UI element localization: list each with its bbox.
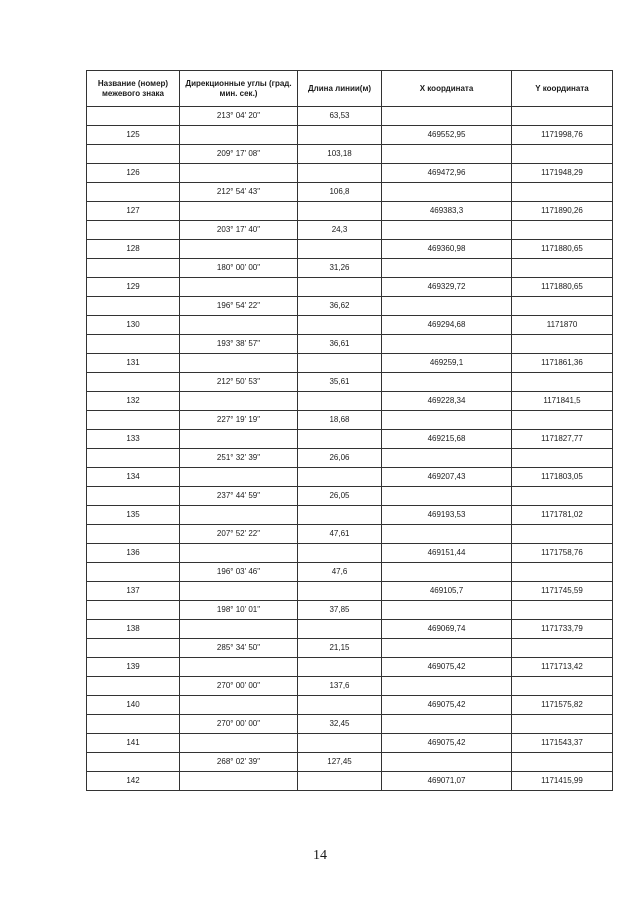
table-row (87, 145, 613, 164)
cell-line-length: 21,15 (298, 639, 382, 658)
cell-mark-name (87, 297, 180, 316)
cell-y-coordinate (512, 335, 613, 354)
cell-directional-angle: 270° 00' 00" (180, 715, 298, 734)
table-row (87, 563, 613, 582)
cell-y-coordinate: 1171543,37 (512, 734, 613, 753)
cell-x-coordinate (382, 259, 512, 278)
table-row (87, 734, 613, 753)
table-row (87, 297, 613, 316)
cell-directional-angle (180, 240, 298, 259)
cell-x-coordinate: 469075,42 (382, 734, 512, 753)
cell-y-coordinate: 1171827,77 (512, 430, 613, 449)
cell-mark-name: 142 (87, 772, 180, 791)
table-row (87, 487, 613, 506)
table-row (87, 107, 613, 126)
cell-mark-name: 136 (87, 544, 180, 563)
table-row (87, 259, 613, 278)
cell-line-length: 103,18 (298, 145, 382, 164)
cell-line-length (298, 278, 382, 297)
cell-x-coordinate (382, 677, 512, 696)
cell-x-coordinate: 469259,1 (382, 354, 512, 373)
cell-line-length: 31,26 (298, 259, 382, 278)
cell-mark-name: 140 (87, 696, 180, 715)
cell-y-coordinate (512, 563, 613, 582)
cell-x-coordinate (382, 639, 512, 658)
cell-x-coordinate: 469360,98 (382, 240, 512, 259)
cell-line-length (298, 468, 382, 487)
cell-x-coordinate (382, 373, 512, 392)
table-row (87, 240, 613, 259)
cell-line-length (298, 620, 382, 639)
table-row (87, 221, 613, 240)
cell-x-coordinate (382, 601, 512, 620)
cell-directional-angle: 268° 02' 39" (180, 753, 298, 772)
cell-line-length (298, 582, 382, 601)
cell-x-coordinate: 469105,7 (382, 582, 512, 601)
cell-y-coordinate (512, 715, 613, 734)
table-row (87, 202, 613, 221)
cell-x-coordinate: 469329,72 (382, 278, 512, 297)
cell-y-coordinate: 1171415,99 (512, 772, 613, 791)
cell-line-length: 106,8 (298, 183, 382, 202)
table-row (87, 696, 613, 715)
cell-mark-name: 139 (87, 658, 180, 677)
cell-directional-angle: 196° 54' 22" (180, 297, 298, 316)
table-row (87, 183, 613, 202)
table-row (87, 449, 613, 468)
cell-directional-angle (180, 582, 298, 601)
cell-line-length (298, 354, 382, 373)
cell-directional-angle (180, 164, 298, 183)
cell-y-coordinate: 1171870 (512, 316, 613, 335)
table-row (87, 715, 613, 734)
table-row (87, 278, 613, 297)
cell-mark-name (87, 145, 180, 164)
page-number: 14 (313, 848, 327, 863)
cell-line-length (298, 164, 382, 183)
cell-line-length: 32,45 (298, 715, 382, 734)
cell-line-length (298, 544, 382, 563)
table-row (87, 677, 613, 696)
cell-y-coordinate (512, 411, 613, 430)
cell-x-coordinate (382, 221, 512, 240)
cell-line-length (298, 696, 382, 715)
cell-x-coordinate: 469294,68 (382, 316, 512, 335)
cell-y-coordinate: 1171880,65 (512, 278, 613, 297)
cell-y-coordinate: 1171745,59 (512, 582, 613, 601)
cell-mark-name (87, 411, 180, 430)
cell-x-coordinate (382, 525, 512, 544)
cell-mark-name (87, 107, 180, 126)
cell-x-coordinate: 469207,43 (382, 468, 512, 487)
cell-x-coordinate: 469151,44 (382, 544, 512, 563)
cell-directional-angle (180, 506, 298, 525)
cell-x-coordinate: 469228,34 (382, 392, 512, 411)
cell-line-length (298, 240, 382, 259)
table-row (87, 772, 613, 791)
table-row (87, 411, 613, 430)
cell-directional-angle (180, 278, 298, 297)
cell-mark-name: 128 (87, 240, 180, 259)
cell-directional-angle: 196° 03' 46" (180, 563, 298, 582)
cell-mark-name (87, 601, 180, 620)
cell-y-coordinate (512, 639, 613, 658)
cell-directional-angle (180, 202, 298, 221)
cell-y-coordinate (512, 107, 613, 126)
table-row (87, 525, 613, 544)
cell-line-length: 127,45 (298, 753, 382, 772)
cell-line-length (298, 430, 382, 449)
cell-x-coordinate: 469069,74 (382, 620, 512, 639)
cell-directional-angle: 270° 00' 00" (180, 677, 298, 696)
cell-y-coordinate: 1171998,76 (512, 126, 613, 145)
cell-directional-angle (180, 734, 298, 753)
cell-mark-name (87, 639, 180, 658)
cell-directional-angle: 213° 04' 20" (180, 107, 298, 126)
cell-y-coordinate: 1171733,79 (512, 620, 613, 639)
cell-y-coordinate (512, 525, 613, 544)
header-row (87, 71, 613, 107)
table-row (87, 126, 613, 145)
cell-x-coordinate (382, 715, 512, 734)
cell-directional-angle (180, 392, 298, 411)
cell-line-length: 18,68 (298, 411, 382, 430)
cell-mark-name (87, 753, 180, 772)
table-header (87, 71, 613, 107)
table-body (87, 107, 613, 791)
boundary-coordinates-table (86, 70, 613, 791)
cell-directional-angle (180, 772, 298, 791)
cell-directional-angle: 212° 50' 53" (180, 373, 298, 392)
cell-mark-name (87, 487, 180, 506)
cell-directional-angle: 251° 32' 39" (180, 449, 298, 468)
cell-y-coordinate: 1171713,42 (512, 658, 613, 677)
cell-line-length: 26,05 (298, 487, 382, 506)
table-row (87, 468, 613, 487)
cell-x-coordinate (382, 183, 512, 202)
cell-y-coordinate (512, 677, 613, 696)
cell-line-length (298, 316, 382, 335)
header-x-coordinate: X координата (382, 71, 512, 107)
cell-mark-name (87, 677, 180, 696)
cell-x-coordinate (382, 145, 512, 164)
cell-mark-name: 135 (87, 506, 180, 525)
cell-mark-name: 137 (87, 582, 180, 601)
cell-y-coordinate: 1171890,26 (512, 202, 613, 221)
cell-y-coordinate (512, 183, 613, 202)
cell-x-coordinate: 469075,42 (382, 696, 512, 715)
table-row (87, 753, 613, 772)
cell-directional-angle (180, 468, 298, 487)
cell-x-coordinate: 469215,68 (382, 430, 512, 449)
cell-x-coordinate: 469193,53 (382, 506, 512, 525)
table-row (87, 506, 613, 525)
cell-directional-angle (180, 658, 298, 677)
header-mark-name: Название (номер) межевого знака (87, 71, 180, 107)
cell-directional-angle: 227° 19' 19" (180, 411, 298, 430)
cell-y-coordinate: 1171803,05 (512, 468, 613, 487)
cell-line-length: 24,3 (298, 221, 382, 240)
cell-directional-angle (180, 126, 298, 145)
cell-directional-angle: 198° 10' 01" (180, 601, 298, 620)
cell-y-coordinate: 1171781,02 (512, 506, 613, 525)
table-row (87, 430, 613, 449)
header-directional-angle: Дирекционные углы (град. мин. сек.) (180, 71, 298, 107)
cell-mark-name: 133 (87, 430, 180, 449)
cell-mark-name (87, 563, 180, 582)
cell-mark-name (87, 525, 180, 544)
cell-x-coordinate: 469552,95 (382, 126, 512, 145)
cell-y-coordinate (512, 487, 613, 506)
cell-line-length: 47,61 (298, 525, 382, 544)
cell-mark-name: 134 (87, 468, 180, 487)
cell-directional-angle: 193° 38' 57" (180, 335, 298, 354)
cell-mark-name: 138 (87, 620, 180, 639)
cell-y-coordinate (512, 297, 613, 316)
cell-y-coordinate: 1171861,36 (512, 354, 613, 373)
cell-x-coordinate: 469383,3 (382, 202, 512, 221)
table-row (87, 544, 613, 563)
cell-mark-name (87, 259, 180, 278)
table-row (87, 582, 613, 601)
cell-line-length (298, 658, 382, 677)
cell-directional-angle (180, 354, 298, 373)
cell-y-coordinate: 1171575,82 (512, 696, 613, 715)
cell-line-length: 63,53 (298, 107, 382, 126)
cell-mark-name: 130 (87, 316, 180, 335)
cell-y-coordinate (512, 221, 613, 240)
cell-directional-angle: 237° 44' 59" (180, 487, 298, 506)
cell-directional-angle: 209° 17' 08" (180, 145, 298, 164)
cell-directional-angle: 180° 00' 00" (180, 259, 298, 278)
cell-mark-name (87, 183, 180, 202)
cell-y-coordinate (512, 601, 613, 620)
cell-directional-angle: 207° 52' 22" (180, 525, 298, 544)
cell-y-coordinate: 1171948,29 (512, 164, 613, 183)
cell-directional-angle: 203° 17' 40" (180, 221, 298, 240)
cell-x-coordinate: 469071,07 (382, 772, 512, 791)
cell-y-coordinate: 1171758,76 (512, 544, 613, 563)
cell-directional-angle: 285° 34' 50" (180, 639, 298, 658)
cell-mark-name: 127 (87, 202, 180, 221)
cell-line-length (298, 392, 382, 411)
cell-line-length: 35,61 (298, 373, 382, 392)
cell-line-length (298, 202, 382, 221)
cell-line-length (298, 506, 382, 525)
cell-x-coordinate: 469472,96 (382, 164, 512, 183)
cell-line-length: 37,85 (298, 601, 382, 620)
cell-line-length: 26,06 (298, 449, 382, 468)
cell-x-coordinate (382, 449, 512, 468)
cell-mark-name: 141 (87, 734, 180, 753)
cell-mark-name (87, 373, 180, 392)
cell-mark-name (87, 715, 180, 734)
table-row (87, 164, 613, 183)
cell-mark-name: 132 (87, 392, 180, 411)
cell-directional-angle (180, 620, 298, 639)
cell-y-coordinate: 1171841,5 (512, 392, 613, 411)
cell-y-coordinate (512, 373, 613, 392)
header-line-length: Длина линии(м) (298, 71, 382, 107)
cell-x-coordinate (382, 107, 512, 126)
cell-directional-angle (180, 544, 298, 563)
table-row (87, 316, 613, 335)
cell-mark-name (87, 335, 180, 354)
cell-y-coordinate (512, 145, 613, 164)
cell-directional-angle (180, 316, 298, 335)
table-row (87, 620, 613, 639)
cell-x-coordinate (382, 753, 512, 772)
cell-y-coordinate (512, 753, 613, 772)
cell-mark-name: 131 (87, 354, 180, 373)
cell-directional-angle (180, 696, 298, 715)
cell-line-length (298, 126, 382, 145)
cell-line-length: 36,62 (298, 297, 382, 316)
cell-directional-angle: 212° 54' 43" (180, 183, 298, 202)
cell-y-coordinate (512, 259, 613, 278)
cell-x-coordinate (382, 411, 512, 430)
cell-x-coordinate (382, 335, 512, 354)
table-row (87, 373, 613, 392)
cell-x-coordinate (382, 297, 512, 316)
cell-line-length: 47,6 (298, 563, 382, 582)
cell-mark-name (87, 449, 180, 468)
cell-line-length: 36,61 (298, 335, 382, 354)
cell-line-length (298, 772, 382, 791)
cell-x-coordinate: 469075,42 (382, 658, 512, 677)
header-y-coordinate: Y координата (512, 71, 613, 107)
table-row (87, 601, 613, 620)
cell-directional-angle (180, 430, 298, 449)
cell-mark-name: 125 (87, 126, 180, 145)
cell-x-coordinate (382, 487, 512, 506)
table-row (87, 354, 613, 373)
cell-line-length (298, 734, 382, 753)
cell-y-coordinate: 1171880,65 (512, 240, 613, 259)
cell-mark-name: 129 (87, 278, 180, 297)
cell-x-coordinate (382, 563, 512, 582)
cell-y-coordinate (512, 449, 613, 468)
cell-line-length: 137,6 (298, 677, 382, 696)
cell-mark-name: 126 (87, 164, 180, 183)
table-row (87, 335, 613, 354)
table-row (87, 639, 613, 658)
table-row (87, 392, 613, 411)
table-row (87, 658, 613, 677)
cell-mark-name (87, 221, 180, 240)
